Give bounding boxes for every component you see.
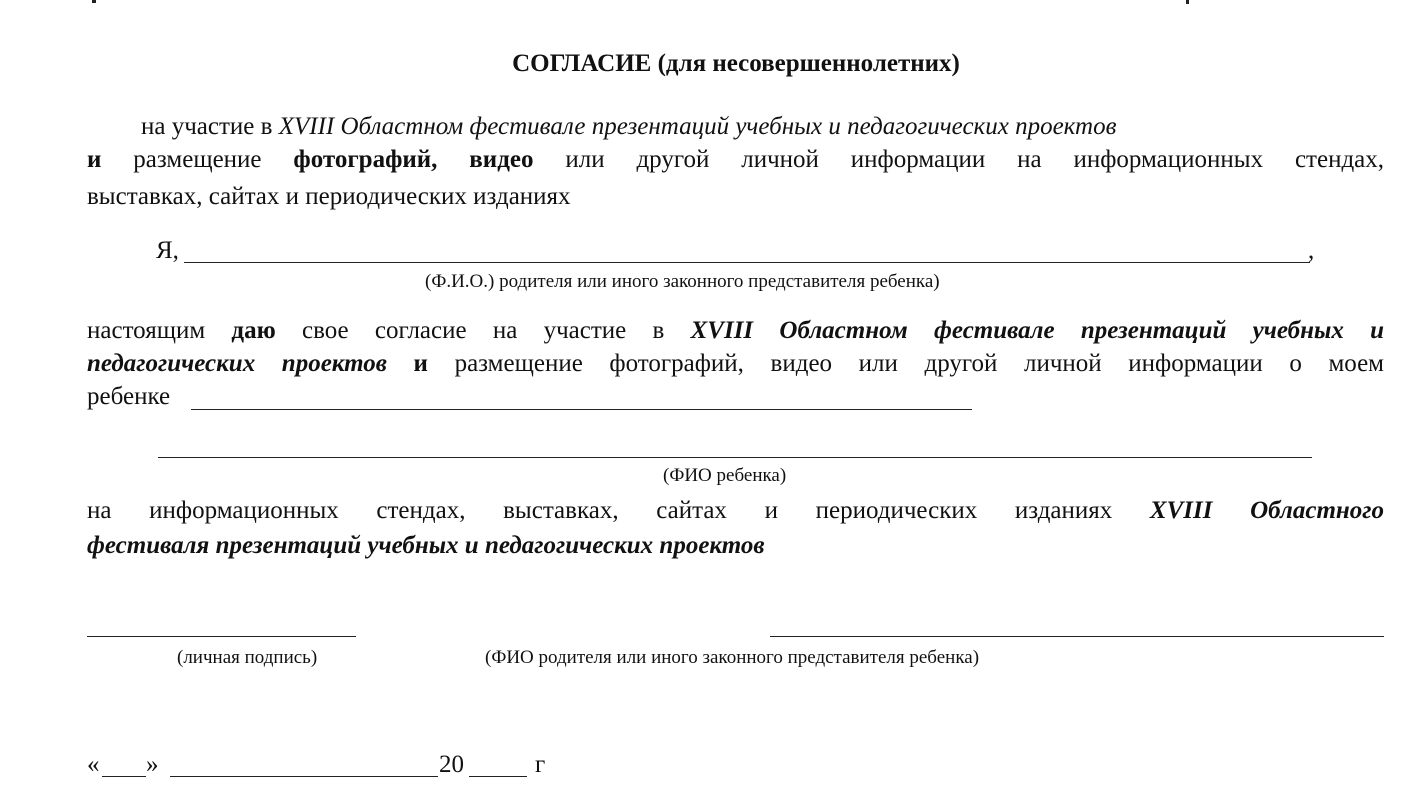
document-title: СОГЛАСИЕ (для несовершеннолетних) xyxy=(512,50,960,77)
consent-mid: свое согласие на участие в xyxy=(301,317,665,344)
parent-caption: (Ф.И.О.) родителя или иного законного представителя ребенка) xyxy=(425,271,940,292)
consent-line-2 xyxy=(87,351,1384,376)
child-field-part-2[interactable] xyxy=(158,457,1312,458)
date-open-quote: « xyxy=(87,751,100,778)
date-month-field[interactable] xyxy=(170,776,438,777)
parent-name-signature-field[interactable] xyxy=(770,636,1384,637)
placement-festival-2: фестиваля презентаций учебных и педагогических проектов xyxy=(87,532,765,559)
parent-name-field[interactable] xyxy=(184,262,1310,263)
signature-field[interactable] xyxy=(87,636,356,637)
placement-festival-1: XVIII Областного xyxy=(1149,497,1384,524)
consent-rest: размещение фотографий, видео или другой личной информации о моем xyxy=(454,350,1385,377)
date-year-suffix: г xyxy=(535,751,546,778)
date-year-prefix: 20 xyxy=(439,751,464,778)
consent-festival-2: педагогических проектов xyxy=(87,350,387,377)
signature-caption: (личная подпись) xyxy=(177,647,318,668)
consent-line-1 xyxy=(87,318,1384,343)
festival-name: XVIII Областном фестивале презентаций учебных и педагогических проектов xyxy=(278,113,1117,140)
intro-and: и xyxy=(87,146,102,173)
intro-rest: или другой личной информации на информационных стендах, xyxy=(565,146,1385,173)
parent-line-comma: , xyxy=(1308,237,1315,264)
intro-line-2 xyxy=(87,147,1384,172)
placement-line-1 xyxy=(87,498,1384,523)
date-day-field[interactable] xyxy=(102,776,146,777)
intro-line-1 xyxy=(141,114,1116,139)
date-year-field[interactable] xyxy=(469,776,527,777)
consent-and: и xyxy=(413,350,428,377)
placement-prefix: на информационных стендах, выставках, сайтах и периодических изданиях xyxy=(87,497,1113,524)
intro-line-3: выставках, сайтах и периодических изданиях xyxy=(87,183,571,210)
consent-child-label: ребенке xyxy=(87,383,171,410)
top-edge-mark-right xyxy=(1186,0,1189,4)
consent-bold-give: даю xyxy=(231,317,276,344)
intro-bold-media: фотографий, видео xyxy=(293,146,534,173)
top-edge-mark-left xyxy=(92,0,96,3)
consent-prefix: настоящим xyxy=(87,317,206,344)
intro-placement: размещение xyxy=(133,146,262,173)
child-field-part-1[interactable] xyxy=(191,409,972,410)
child-caption: (ФИО ребенка) xyxy=(663,465,787,486)
date-close-quote: » xyxy=(146,751,159,778)
consent-festival-1: XVIII Областном фестивале презентаций учебных и xyxy=(690,317,1385,344)
parent-pronoun: Я, xyxy=(156,237,179,264)
parent-name-caption: (ФИО родителя или иного законного представителя ребенка) xyxy=(485,647,980,668)
intro-prefix: на участие в xyxy=(141,113,273,140)
